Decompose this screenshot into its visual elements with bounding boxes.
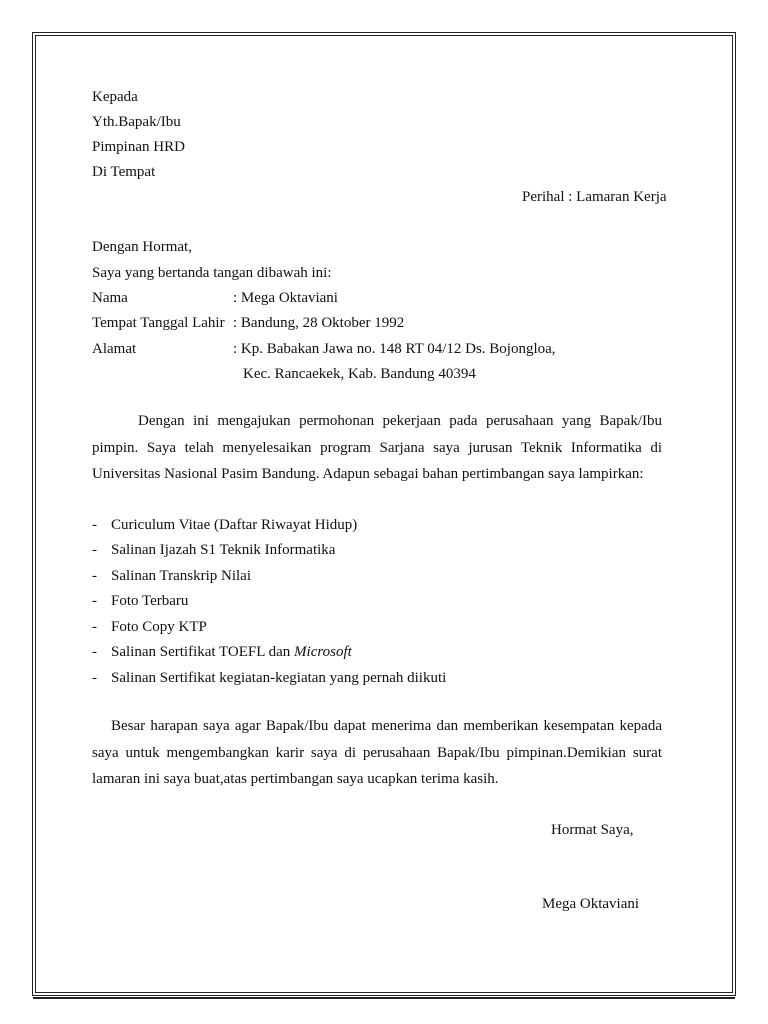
attachment-text: Salinan Transkrip Nilai <box>111 568 252 584</box>
recipient-line-4: Di Tempat <box>92 164 156 180</box>
attachment-item <box>92 592 188 610</box>
microsoft-italic: Microsoft <box>294 644 352 660</box>
recipient-line-2: Yth.Bapak/Ibu <box>92 114 181 130</box>
attachment-item <box>92 669 446 687</box>
name-label: Nama <box>92 290 128 306</box>
attachment-item <box>92 567 251 585</box>
body-paragraph-text: Dengan ini mengajukan permohonan pekerjaan pada perusahaan yang Bapak/Ibu pimpin. Saya telah menyelesaikan program Sarjana saya jurusan Teknik Informatika di Universitas Nasional Pasim Bandung. Adapun sebagai bahan pertimbangan saya lampirkan: <box>92 413 662 482</box>
name-value: : Mega Oktaviani <box>233 290 338 306</box>
signoff: Hormat Saya, <box>551 822 634 838</box>
attachment-text: Foto Copy KTP <box>111 619 207 635</box>
attachment-item <box>92 643 352 661</box>
intro-line: Saya yang bertanda tangan dibawah ini: <box>92 265 332 281</box>
birth-label: Tempat Tanggal Lahir <box>92 315 225 331</box>
list-dash: - <box>92 644 97 660</box>
recipient-line-3: Pimpinan HRD <box>92 139 185 155</box>
attachment-text: Foto Terbaru <box>111 593 189 609</box>
address-value-line-2: Kec. Rancaekek, Kab. Bandung 40394 <box>243 366 476 382</box>
attachment-text: Salinan Sertifikat TOEFL dan <box>111 644 291 660</box>
closing-paragraph-text: Besar harapan saya agar Bapak/Ibu dapat menerima dan memberikan kesempatan kepada saya untuk mengembangkan karir saya di perusahaan Bapak/Ibu pimpinan.Demikian surat lamaran ini saya buat,atas pertimbangan saya ucapkan terima kasih. <box>92 718 662 787</box>
subject-line: Perihal : Lamaran Kerja <box>522 189 667 205</box>
greeting: Dengan Hormat, <box>92 239 192 255</box>
birth-value: : Bandung, 28 Oktober 1992 <box>233 315 405 331</box>
list-dash: - <box>92 619 97 635</box>
list-dash: - <box>92 542 97 558</box>
attachment-text: Curiculum Vitae (Daftar Riwayat Hidup) <box>111 517 358 533</box>
address-value-line-1: : Kp. Babakan Jawa no. 148 RT 04/12 Ds. Bojongloa, <box>233 341 556 357</box>
closing-paragraph <box>92 713 662 793</box>
list-dash: - <box>92 568 97 584</box>
attachment-item <box>92 516 357 534</box>
attachment-item <box>92 618 207 636</box>
list-dash: - <box>92 517 97 533</box>
attachment-text: Salinan Sertifikat kegiatan-kegiatan yang pernah diikuti <box>111 670 447 686</box>
body-paragraph <box>92 408 662 488</box>
list-dash: - <box>92 670 97 686</box>
address-label: Alamat <box>92 341 137 357</box>
list-dash: - <box>92 593 97 609</box>
attachment-item <box>92 541 335 559</box>
signature-name: Mega Oktaviani <box>542 896 640 912</box>
attachment-text: Salinan Ijazah S1 Teknik Informatika <box>111 542 336 558</box>
recipient-line-1: Kepada <box>92 89 138 105</box>
